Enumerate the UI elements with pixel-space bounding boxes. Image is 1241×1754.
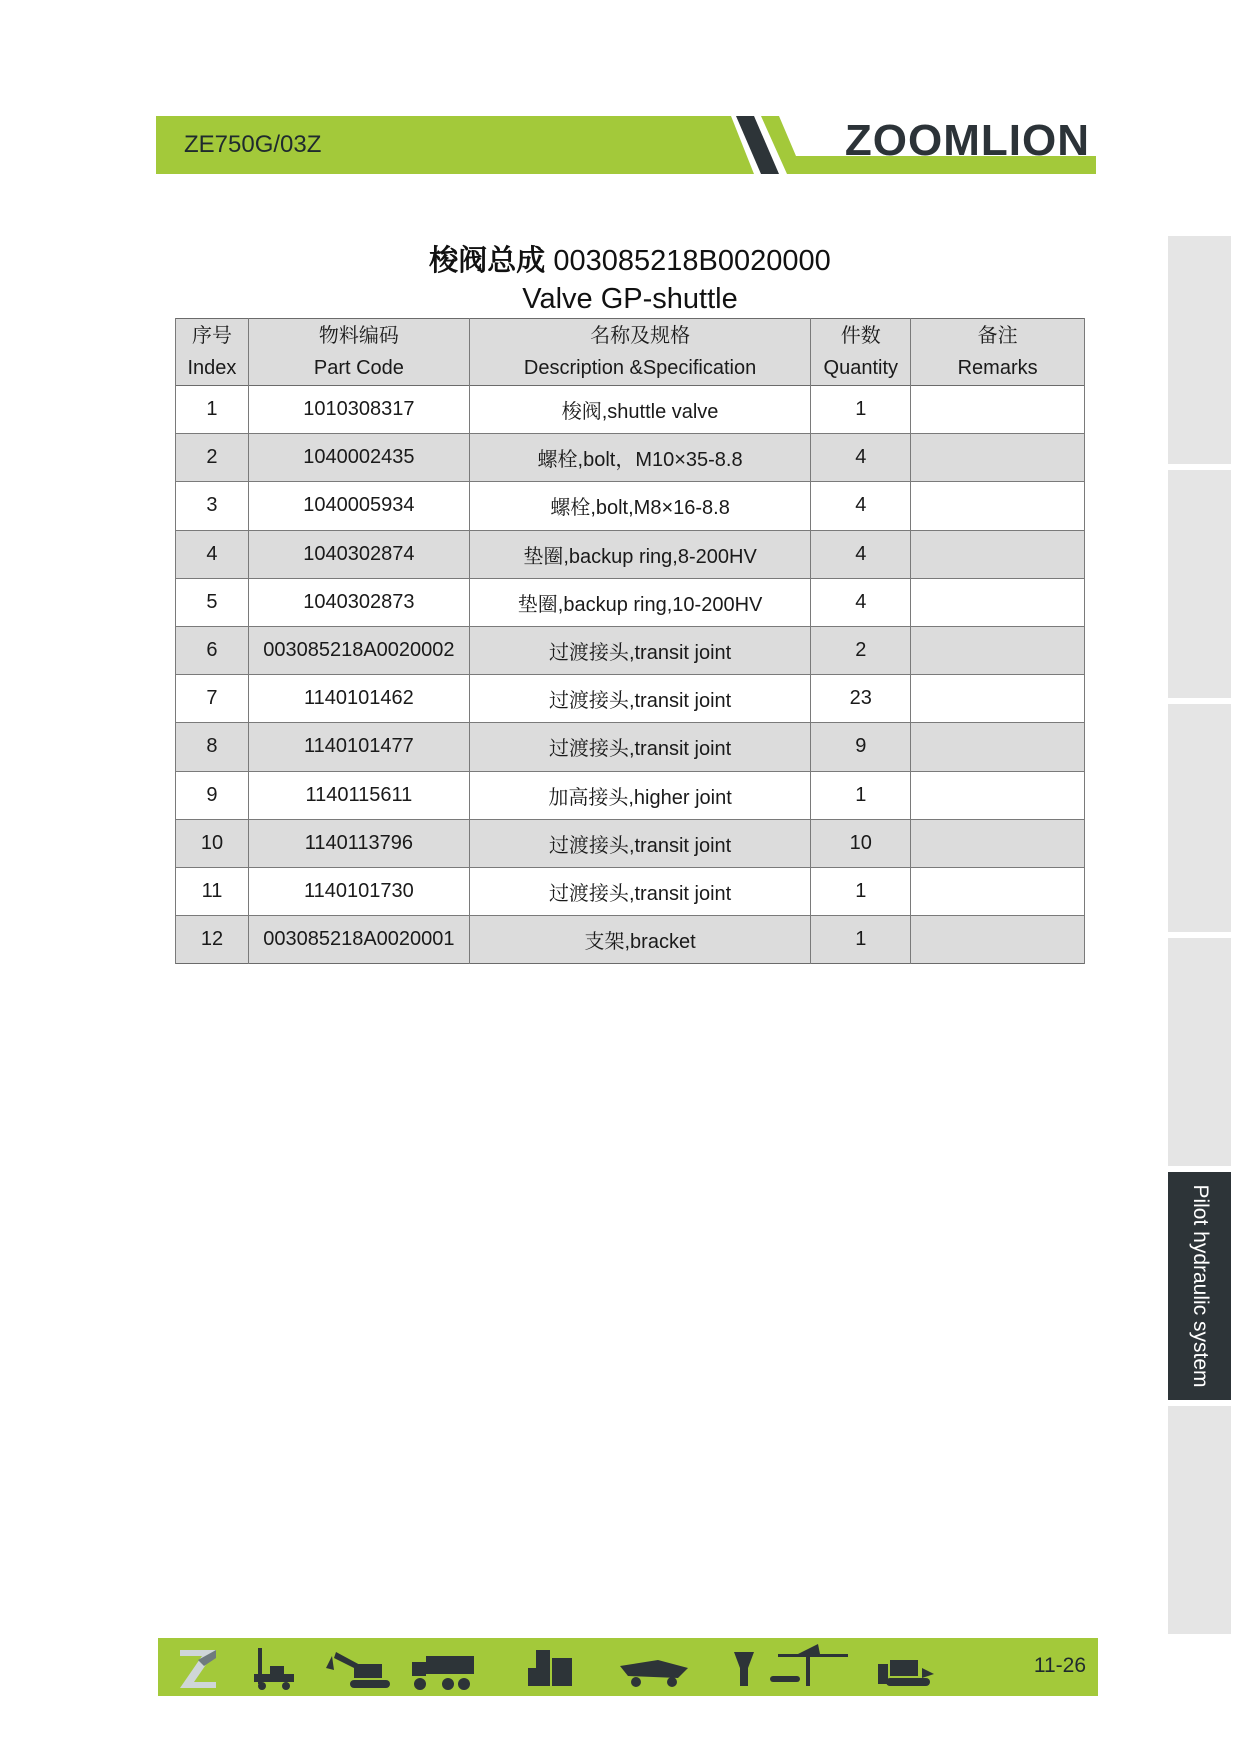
cell-part-code: 003085218A0020001 <box>248 916 469 964</box>
cell-quantity: 10 <box>811 819 911 867</box>
cell-description: 支架,bracket <box>469 916 810 964</box>
cell-quantity: 9 <box>811 723 911 771</box>
drilling-rig-icon <box>254 1648 294 1690</box>
side-tab[interactable] <box>1168 236 1231 464</box>
table-row <box>176 867 1085 915</box>
cell-description: 垫圈,backup ring,8-200HV <box>469 530 810 578</box>
table-header-row <box>176 319 1085 386</box>
cell-part-code: 1040005934 <box>248 482 469 530</box>
cell-index: 9 <box>176 771 249 819</box>
cell-description: 过渡接头,transit joint <box>469 819 810 867</box>
cell-index: 1 <box>176 386 249 434</box>
cell-remarks <box>911 578 1085 626</box>
title-cn: 梭阀总成 <box>429 243 546 277</box>
table-row <box>176 530 1085 578</box>
cell-part-code: 1040002435 <box>248 434 469 482</box>
cell-remarks <box>911 482 1085 530</box>
cell-index: 5 <box>176 578 249 626</box>
cell-remarks <box>911 819 1085 867</box>
cell-remarks <box>911 386 1085 434</box>
cell-description: 螺栓,bolt,M8×16-8.8 <box>469 482 810 530</box>
cell-part-code: 1140113796 <box>248 819 469 867</box>
table-row <box>176 434 1085 482</box>
cell-remarks <box>911 867 1085 915</box>
model-code: ZE750G/03Z <box>184 131 322 158</box>
cell-remarks <box>911 530 1085 578</box>
cell-part-code: 1140101477 <box>248 723 469 771</box>
cell-quantity: 4 <box>811 482 911 530</box>
cell-description: 垫圈,backup ring,10-200HV <box>469 578 810 626</box>
cell-part-code: 1140101730 <box>248 867 469 915</box>
cell-description: 加高接头,higher joint <box>469 771 810 819</box>
side-tab[interactable] <box>1168 1406 1231 1634</box>
table-row <box>176 578 1085 626</box>
cell-index: 11 <box>176 867 249 915</box>
table-row <box>176 723 1085 771</box>
side-tab[interactable] <box>1168 470 1231 698</box>
cell-index: 10 <box>176 819 249 867</box>
cell-part-code: 1140101462 <box>248 675 469 723</box>
side-tab[interactable] <box>1168 938 1231 1166</box>
excavator-icon <box>326 1652 390 1688</box>
bulldozer-icon <box>878 1660 934 1686</box>
column-header-quantity: 件数 Quantity <box>811 319 911 386</box>
cell-part-code: 003085218A0020002 <box>248 626 469 674</box>
cell-index: 4 <box>176 530 249 578</box>
table-row <box>176 771 1085 819</box>
parts-table <box>175 318 1085 964</box>
cell-index: 12 <box>176 916 249 964</box>
page-subtitle: Valve GP-shuttle <box>522 283 738 315</box>
column-header-index: 序号 Index <box>176 319 249 386</box>
column-header-remarks: 备注 Remarks <box>911 319 1085 386</box>
cell-part-code: 1040302874 <box>248 530 469 578</box>
cell-description: 过渡接头,transit joint <box>469 626 810 674</box>
cell-index: 8 <box>176 723 249 771</box>
cell-description: 梭阀,shuttle valve <box>469 386 810 434</box>
table-row <box>176 916 1085 964</box>
cell-quantity: 4 <box>811 530 911 578</box>
cell-description: 螺栓,bolt，M10×35-8.8 <box>469 434 810 482</box>
side-tab-active[interactable] <box>1168 1172 1231 1400</box>
cell-quantity: 1 <box>811 867 911 915</box>
cell-quantity: 23 <box>811 675 911 723</box>
title-assembly-code: 003085218B0020000 <box>553 245 831 277</box>
table-row <box>176 482 1085 530</box>
cell-description: 过渡接头,transit joint <box>469 723 810 771</box>
column-header-description: 名称及规格 Description &Specification <box>469 319 810 386</box>
crusher-icon <box>734 1652 754 1686</box>
cell-quantity: 1 <box>811 916 911 964</box>
cell-part-code: 1010308317 <box>248 386 469 434</box>
cell-quantity: 1 <box>811 386 911 434</box>
cell-quantity: 2 <box>811 626 911 674</box>
cell-remarks <box>911 675 1085 723</box>
cell-remarks <box>911 434 1085 482</box>
cell-part-code: 1040302873 <box>248 578 469 626</box>
cell-part-code: 1140115611 <box>248 771 469 819</box>
cell-index: 7 <box>176 675 249 723</box>
cell-index: 2 <box>176 434 249 482</box>
table-row <box>176 626 1085 674</box>
cell-index: 3 <box>176 482 249 530</box>
cell-remarks <box>911 771 1085 819</box>
page-number: 11-26 <box>1033 1654 1086 1677</box>
page-title <box>0 238 1241 279</box>
cell-quantity: 4 <box>811 578 911 626</box>
road-machine-icon <box>620 1660 688 1687</box>
zoomlion-z-logo-icon <box>180 1650 216 1688</box>
table-row <box>176 386 1085 434</box>
cell-remarks <box>911 626 1085 674</box>
cell-quantity: 4 <box>811 434 911 482</box>
cell-quantity: 1 <box>811 771 911 819</box>
footer-band <box>158 1638 1098 1696</box>
concrete-plant-icon <box>528 1650 572 1686</box>
tower-crane-icon <box>770 1644 848 1686</box>
table-row <box>176 675 1085 723</box>
brand-logo: ZOOMLION <box>844 116 1090 165</box>
cell-remarks <box>911 723 1085 771</box>
dump-truck-icon <box>412 1656 474 1690</box>
header-band <box>156 116 1096 174</box>
cell-description: 过渡接头,transit joint <box>469 675 810 723</box>
side-tab-label: Pilot hydraulic system <box>1188 1184 1212 1388</box>
cell-description: 过渡接头,transit joint <box>469 867 810 915</box>
cell-remarks <box>911 916 1085 964</box>
side-tab[interactable] <box>1168 704 1231 932</box>
table-row <box>176 819 1085 867</box>
cell-index: 6 <box>176 626 249 674</box>
column-header-part-code: 物料编码 Part Code <box>248 319 469 386</box>
